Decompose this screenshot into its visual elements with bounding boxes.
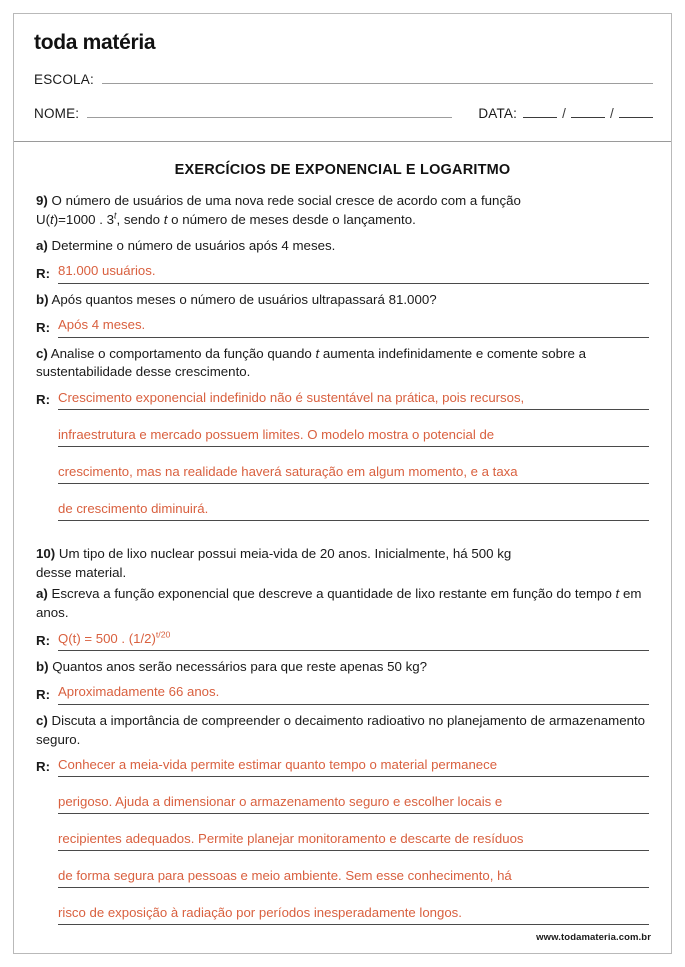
question-9a-prompt: Determine o número de usuários após 4 meses. — [51, 237, 336, 253]
answer-rule[interactable] — [58, 463, 649, 484]
answer-text: Crescimento exponencial indefinido não é sustentável na prática, pois recursos, — [58, 390, 525, 406]
question-9a-text — [36, 237, 649, 256]
question-10b-text — [36, 658, 649, 677]
answer-rule[interactable] — [58, 389, 649, 410]
answer-rule[interactable] — [58, 426, 649, 447]
brand-logo: toda matéria — [34, 31, 156, 54]
question-10c-answer — [36, 752, 649, 925]
answer-line — [36, 900, 649, 925]
answer-rule[interactable] — [58, 904, 649, 925]
date-day-slot[interactable] — [523, 106, 557, 118]
question-10c-letter: c) — [36, 712, 48, 728]
question-10c-text — [36, 712, 649, 750]
question-9b — [36, 291, 649, 338]
answer-prefix-spacer — [36, 466, 58, 484]
question-10a-prompt-post: em anos. — [36, 586, 642, 620]
date-year-slot[interactable] — [619, 106, 653, 118]
answer-formula — [58, 630, 649, 647]
date-separator-2: / — [610, 106, 614, 121]
question-9b-text — [36, 291, 649, 310]
question-9c-answer — [36, 385, 649, 521]
question-9c-prompt-pre: Analise o comportamento da função quando — [50, 345, 316, 361]
question-9b-answer — [36, 313, 649, 338]
question-9a-answer — [36, 259, 649, 284]
question-9-formula-end: o número de meses desde o lançamento. — [167, 211, 416, 227]
question-9-formula-exponent: t — [114, 210, 117, 221]
answer-line — [36, 259, 649, 284]
question-9-formula-post: , sendo — [116, 211, 164, 227]
answer-text: risco de exposição à radiação por períodos inesperadamente longos. — [58, 905, 462, 921]
answer-line — [36, 422, 649, 447]
question-10c-prompt: Discuta a importância de compreender o decaimento radioativo no planejamento de armazenamento seguro. — [36, 712, 646, 747]
answer-line — [36, 752, 649, 777]
question-10a-text — [36, 585, 649, 623]
answer-rule[interactable] — [58, 316, 649, 337]
answer-line — [36, 826, 649, 851]
question-9b-letter: b) — [36, 291, 49, 307]
answer-line — [36, 863, 649, 888]
answer-prefix-spacer — [36, 503, 58, 521]
question-9c-letter: c) — [36, 345, 48, 361]
answer-text: perigoso. Ajuda a dimensionar o armazenamento seguro e escolher locais e — [58, 794, 503, 810]
answer-text: 81.000 usuários. — [58, 263, 156, 279]
date-separator-1: / — [562, 106, 567, 121]
question-10a — [36, 585, 649, 651]
answer-prefix: R: — [36, 632, 51, 648]
answer-prefix-spacer — [36, 833, 58, 851]
question-10 — [36, 545, 649, 925]
question-9-formula-var2: t — [163, 211, 168, 227]
answer-line — [36, 680, 649, 705]
worksheet-header — [14, 14, 671, 142]
question-9-stem — [36, 192, 649, 230]
answer-rule[interactable] — [58, 683, 649, 704]
answer-rule[interactable] — [58, 867, 649, 888]
question-9a-letter: a) — [36, 237, 48, 253]
question-9c — [36, 345, 649, 522]
answer-rule[interactable] — [58, 262, 649, 283]
question-9-formula-var: t — [50, 211, 54, 227]
worksheet-content — [14, 142, 671, 925]
answer-prefix: R: — [36, 265, 51, 281]
answer-formula-exponent: t/20 — [155, 629, 171, 640]
date-label: DATA: — [478, 106, 518, 121]
answer-text: crescimento, mas na realidade haverá saturação em algum momento, e a taxa — [58, 464, 518, 480]
answer-line — [36, 626, 649, 651]
question-10-stem-line1: Um tipo de lixo nuclear possui meia-vida de 20 anos. Inicialmente, há 500 kg — [58, 546, 512, 562]
question-9c-variable: t — [315, 345, 320, 361]
question-10-stem-line2: desse material. — [36, 565, 127, 581]
question-10a-prompt-pre: Escreva a função exponencial que descreve a quantidade de lixo restante em função do tempo — [51, 586, 616, 601]
date-month-slot[interactable] — [571, 106, 605, 118]
answer-rule[interactable] — [58, 500, 649, 521]
question-spacer — [36, 523, 649, 545]
school-label: ESCOLA: — [34, 72, 94, 87]
question-10a-answer — [36, 626, 649, 651]
name-input-rule[interactable] — [87, 106, 452, 118]
answer-formula-base: Q(t) = 500 . (1/2) — [58, 630, 156, 646]
school-field-row — [34, 72, 653, 87]
question-10b-prompt: Quantos anos serão necessários para que reste apenas 50 kg? — [52, 658, 428, 674]
answer-prefix: R: — [36, 759, 51, 775]
question-10-number: 10) — [36, 546, 56, 562]
question-10-stem — [36, 545, 649, 583]
question-9c-prompt-post: aumenta indefinidamente e comente sobre a sustentabilidade desse crescimento. — [36, 345, 586, 380]
worksheet-page — [13, 13, 672, 954]
answer-text: de forma segura para pessoas e meio ambiente. Sem esse conhecimento, há — [58, 868, 512, 884]
question-9-number: 9) — [36, 193, 48, 208]
question-9-stem-line1: O número de usuários de uma nova rede social cresce de acordo com a função — [51, 193, 521, 208]
answer-line — [36, 385, 649, 410]
answer-prefix: R: — [36, 686, 51, 702]
answer-text: Após 4 meses. — [58, 317, 146, 333]
date-field-group — [478, 106, 653, 121]
answer-prefix: R: — [36, 392, 51, 408]
question-9 — [36, 192, 649, 521]
answer-text: Aproximadamente 66 anos. — [58, 684, 220, 700]
question-10a-variable: t — [615, 586, 620, 601]
answer-text: Conhecer a meia-vida permite estimar quanto tempo o material permanece — [58, 757, 498, 773]
question-10b — [36, 658, 649, 705]
answer-line — [36, 459, 649, 484]
answer-prefix-spacer — [36, 429, 58, 447]
question-10a-letter: a) — [36, 586, 48, 601]
answer-prefix: R: — [36, 319, 51, 335]
school-input-rule[interactable] — [102, 72, 653, 84]
question-9-formula-mid: )=1000 . 3 — [53, 211, 114, 227]
footer-website: www.todamateria.com.br — [536, 932, 651, 943]
answer-text: recipientes adequados. Permite planejar monitoramento e descarte de resíduos — [58, 831, 524, 847]
answer-prefix-spacer — [36, 907, 58, 925]
answer-line — [36, 313, 649, 338]
answer-text: de crescimento diminuirá. — [58, 501, 209, 517]
answer-rule[interactable] — [58, 630, 649, 651]
name-field-row — [34, 106, 653, 121]
answer-line — [36, 496, 649, 521]
question-10b-letter: b) — [36, 658, 49, 674]
question-9b-prompt: Após quantos meses o número de usuários ultrapassará 81.000? — [51, 291, 437, 307]
answer-line — [36, 789, 649, 814]
answer-rule[interactable] — [58, 830, 649, 851]
question-10c — [36, 712, 649, 926]
page-title: EXERCÍCIOS DE EXPONENCIAL E LOGARITMO — [174, 162, 511, 178]
answer-rule[interactable] — [58, 756, 649, 777]
question-9a — [36, 237, 649, 284]
name-label: NOME: — [34, 106, 80, 121]
answer-prefix-spacer — [36, 796, 58, 814]
question-9c-text — [36, 345, 649, 383]
answer-rule[interactable] — [58, 793, 649, 814]
question-10b-answer — [36, 680, 649, 705]
answer-prefix-spacer — [36, 870, 58, 888]
answer-text: infraestrutura e mercado possuem limites. O modelo mostra o potencial de — [58, 427, 495, 443]
question-9-formula-pre: U( — [36, 211, 51, 227]
